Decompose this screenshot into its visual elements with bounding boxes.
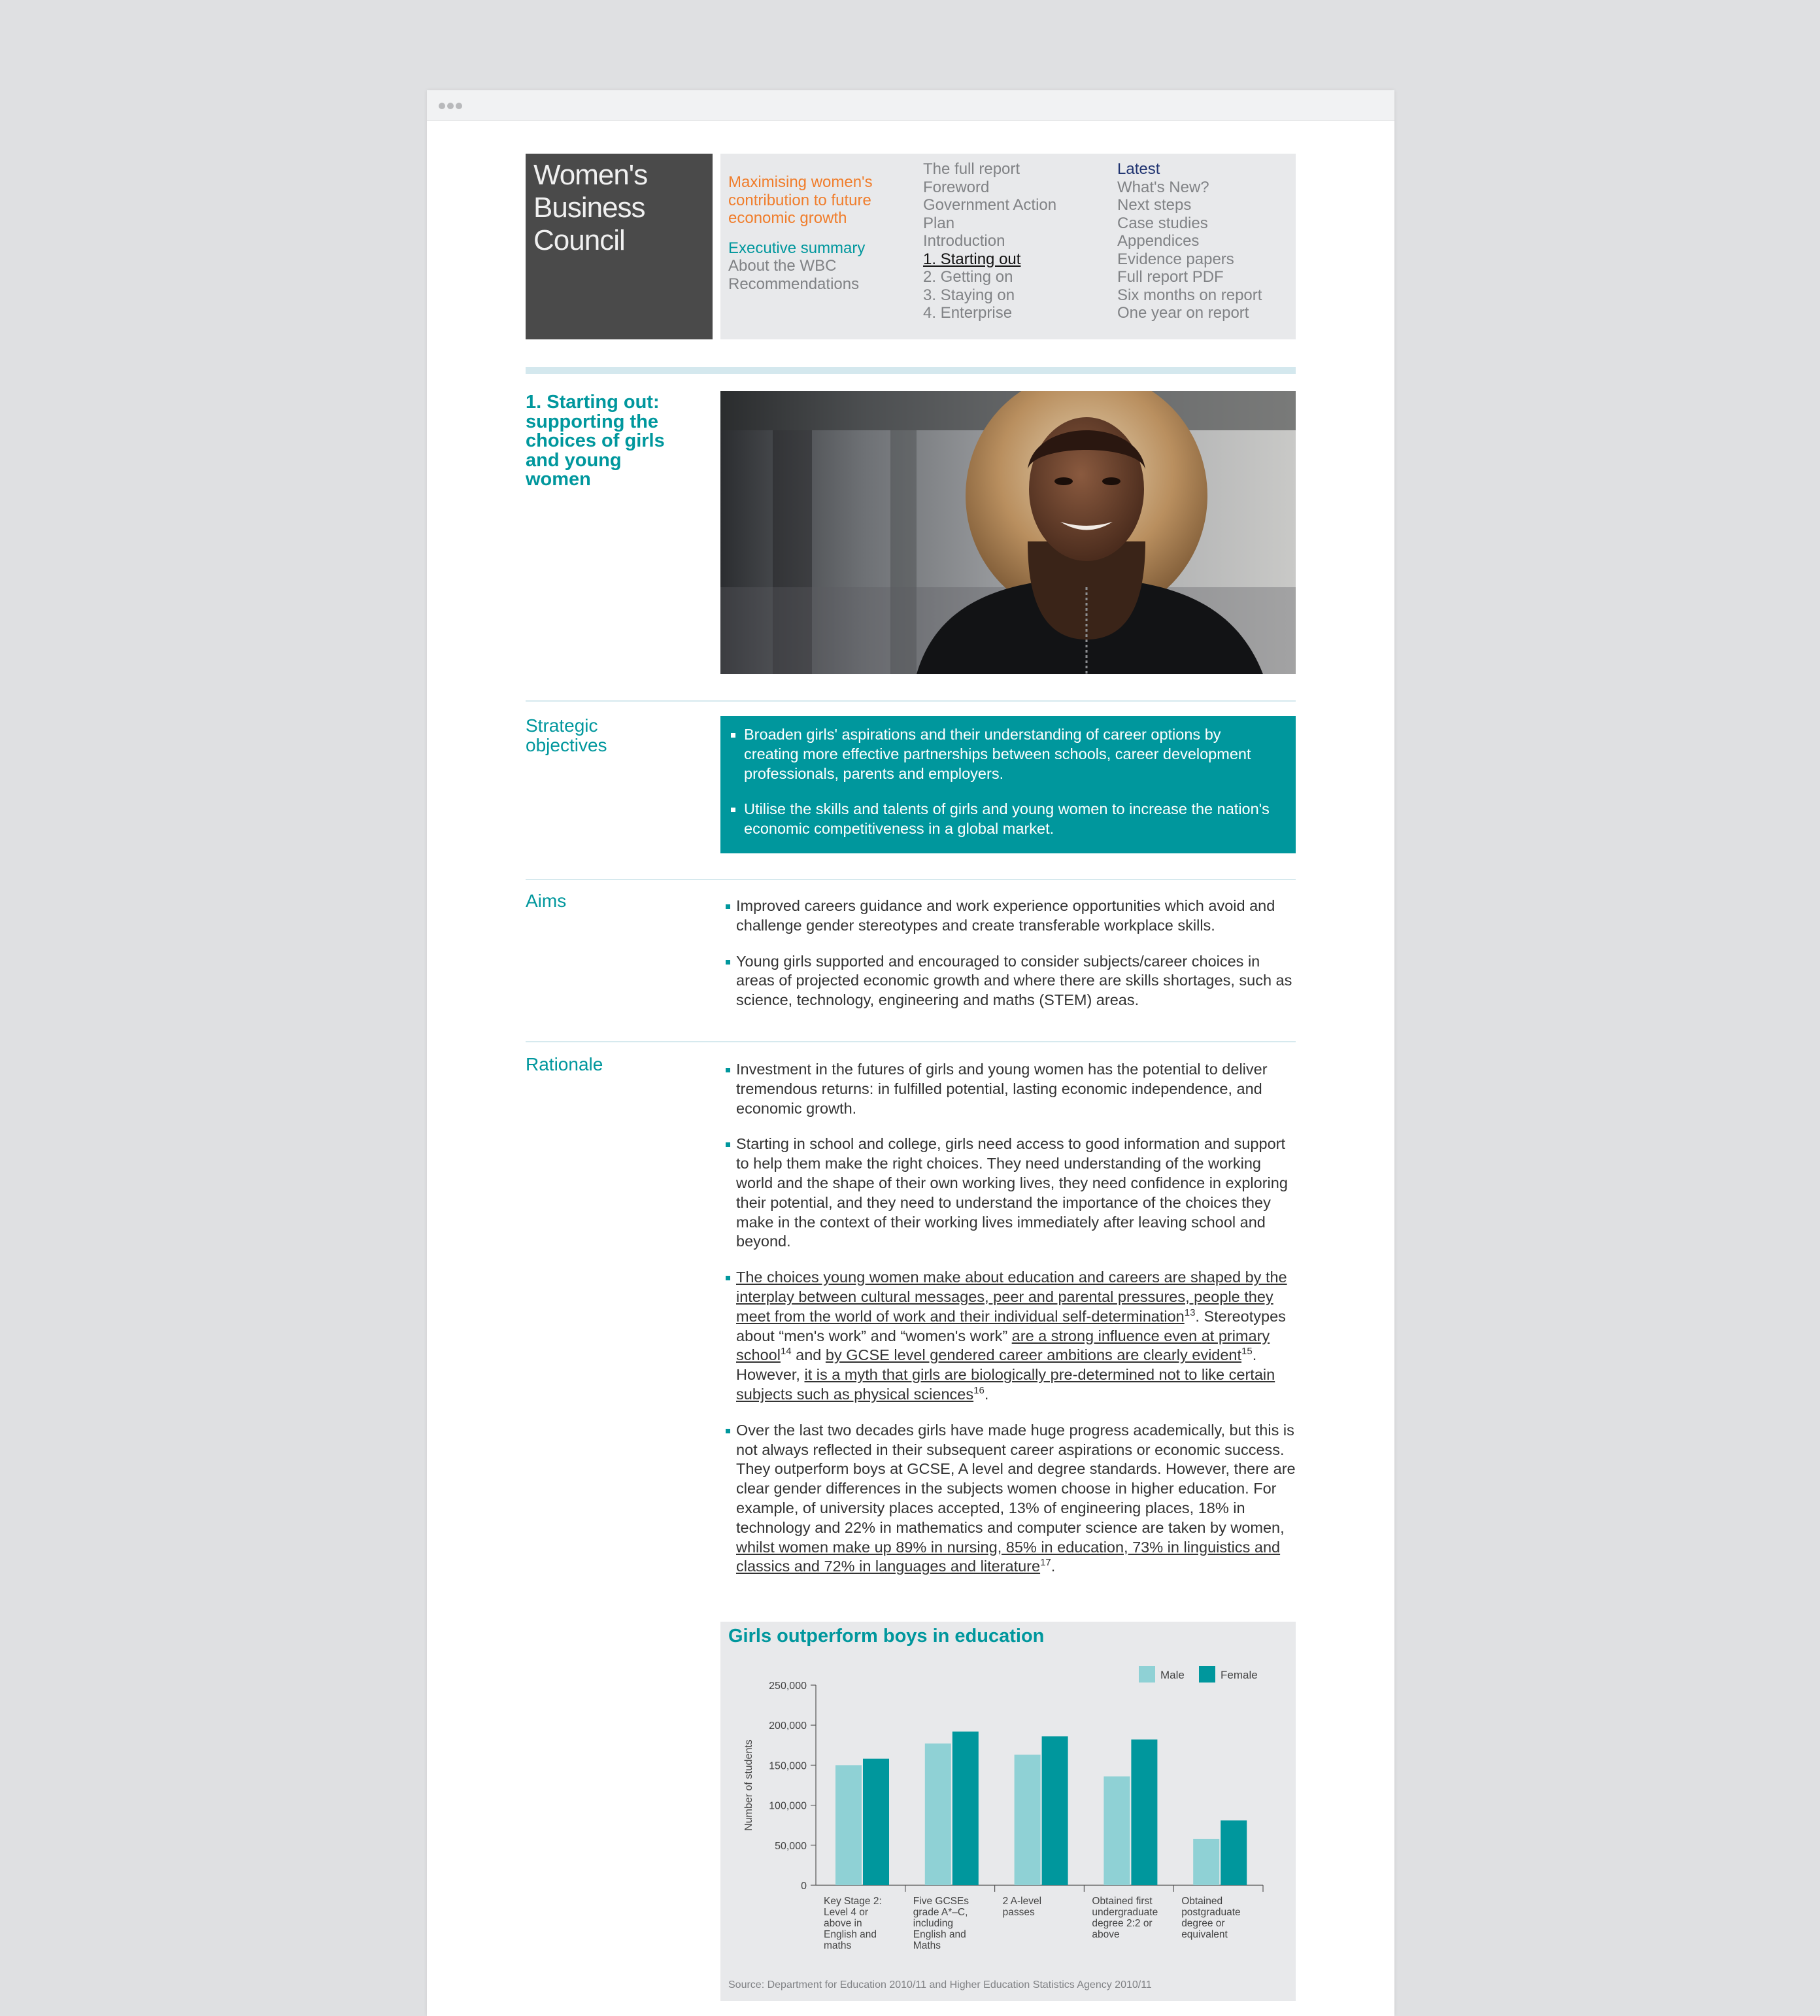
bar-male [835,1765,862,1885]
nav-link-getting-on[interactable]: 2. Getting on [923,268,1013,286]
bar-male [1193,1839,1219,1885]
nav-link-whats-new[interactable]: What's New? [1117,178,1209,196]
nav-link-recommendations[interactable]: Recommendations [728,275,860,293]
section-divider [526,700,1296,702]
nav-link-starting-out[interactable]: 1. Starting out [923,250,1021,268]
footnote-ref[interactable]: 13 [1184,1307,1196,1318]
nav-column-latest [1117,160,1262,322]
x-tick-label: maths [824,1940,852,1951]
nav-link-introduction[interactable]: Introduction [923,232,1005,250]
hero-photo [720,391,1296,674]
page-title-line: supporting the [526,411,658,432]
y-tick-label: 100,000 [769,1800,807,1812]
logo-line: Business [533,192,645,224]
rationale-list [736,1060,1297,1593]
x-tick-label: Obtained [1181,1896,1223,1907]
x-tick-label: Obtained first [1092,1896,1153,1907]
tagline-line[interactable]: Maximising women's [728,173,873,191]
body-text: . Stereotypes about “men's work” and “women's work” [736,1307,1286,1344]
header-divider [526,367,1296,374]
y-tick-label: 200,000 [769,1720,807,1732]
nav-link-case-studies[interactable]: Case studies [1117,214,1208,232]
objective-item: Broaden girls' aspirations and their understanding of career options by creating more effective partnerships between schools, career development professionals, parents and employers. [744,725,1276,783]
footnote-ref[interactable]: 14 [780,1346,792,1358]
logo-line: Women's [533,159,648,191]
nav-link-government-action[interactable]: Government Action [923,196,1057,214]
nav-link-plan[interactable]: Plan [923,214,955,232]
nav-link-next-steps[interactable]: Next steps [1117,196,1192,214]
bar-male [925,1743,951,1885]
footnote-ref[interactable]: 17 [1040,1557,1051,1569]
rationale-item: Starting in school and college, girls need access to good information and support to help them make the right choices. They need understanding of the working world and the shape of their own working lives, they need confidence in exploring their potential, and they need to understand the importance of the choices they make in the context of their working lives immediately after leaving school and beyond. [736,1135,1297,1252]
aim-item: Young girls supported and encouraged to consider subjects/career choices in areas of projected economic growth and where there are skills shortages, such as science, technology, engineering and maths (STEM) areas. [736,952,1297,1010]
portrait-illustration [720,391,1296,674]
x-tick-label: English and [913,1929,966,1940]
body-text: . [1051,1558,1056,1575]
nav-link-executive-summary[interactable]: Executive summary [728,239,866,257]
page-title-line: choices of girls [526,430,665,451]
rationale-item [736,1268,1297,1405]
x-tick-label: above in [824,1918,862,1929]
aim-item: Improved careers guidance and work experience opportunities which avoid and challenge gender stereotypes and create transferable workplace skills. [736,897,1297,936]
heading-line: objectives [526,735,607,755]
chart-source: Source: Department for Education 2010/11 and Higher Education Statistics Agency 2010/11 [728,1979,1152,1990]
nav-link-about[interactable]: About the WBC [728,257,837,275]
legend-label: Male [1160,1669,1185,1681]
body-text: Over the last two decades girls have made huge progress academically, but this is not always reflected in their subsequent career aspirations or economic success. They outperform boys at GCSE, A level and degree standards. However, there are clear gender differences in the subjects women choose in higher education. For example, of university places accepted, 13% of engineering places, 18% in technology and 22% in mathematics and computer science are taken by women, [736,1421,1296,1536]
body-text: . However, [736,1346,1257,1384]
aims-heading: Aims [526,891,567,911]
y-tick-label: 250,000 [769,1681,807,1692]
tagline-line[interactable]: contribution to future [728,191,871,209]
rationale-heading: Rationale [526,1054,603,1074]
wbc-logo[interactable] [526,154,713,339]
x-tick-label: Level 4 or [824,1907,869,1918]
x-tick-label: Key Stage 2: [824,1896,882,1907]
nav-link-evidence-papers[interactable]: Evidence papers [1117,250,1234,268]
bar-female [863,1759,889,1885]
nav-link-six-months-report[interactable]: Six months on report [1117,286,1262,304]
nav-link-foreword[interactable]: Foreword [923,178,990,196]
education-chart [720,1622,1296,2001]
x-tick-label: degree or [1181,1918,1225,1929]
bar-male [1104,1777,1130,1885]
x-tick-label: Five GCSEs [913,1896,969,1907]
nav-column-intro [728,173,873,293]
reference-link[interactable]: by GCSE level gendered career ambitions are clearly evident [825,1346,1242,1364]
y-tick-label: 150,000 [769,1760,807,1772]
logo-text [533,159,647,257]
rationale-item [736,1421,1297,1577]
footnote-ref[interactable]: 16 [973,1385,985,1397]
x-tick-label: including [913,1918,953,1929]
objectives-list [720,716,1296,839]
section-divider [526,1041,1296,1042]
window-dot-icon[interactable] [447,103,454,109]
browser-window [427,90,1394,2016]
bar-female [952,1732,979,1885]
x-tick-label: passes [1002,1907,1035,1918]
x-tick-label: undergraduate [1092,1907,1158,1918]
legend-swatch [1139,1666,1155,1683]
page-title [526,393,696,490]
y-tick-label: 50,000 [775,1840,807,1852]
page-title-line: women [526,469,591,490]
x-tick-label: postgraduate [1181,1907,1241,1918]
section-divider [526,879,1296,880]
y-tick-label: 0 [801,1881,807,1892]
nav-link-staying-on[interactable]: 3. Staying on [923,286,1015,304]
legend-swatch [1199,1666,1215,1683]
rationale-item: Investment in the futures of girls and young women has the potential to deliver tremendous returns: in fulfilled potential, lasting economic independence, and economic growth. [736,1060,1297,1118]
x-tick-label: degree 2:2 or [1092,1918,1153,1929]
browser-titlebar [427,90,1394,121]
strategic-objectives-box [720,716,1296,853]
x-tick-label: equivalent [1181,1929,1228,1940]
page-title-line: and young [526,449,622,471]
chart-canvas [720,1622,1296,1975]
page-title-line: 1. Starting out: [526,392,660,413]
x-tick-label: Maths [913,1940,941,1951]
reference-link[interactable]: it is a myth that girls are biologically pre-determined not to like certain subjects such as physical sciences [736,1366,1275,1403]
x-tick-label: English and [824,1929,877,1940]
window-dot-icon[interactable] [439,103,445,109]
x-tick-label: grade A*–C, [913,1907,968,1918]
x-tick-label: above [1092,1929,1120,1940]
tagline-line[interactable]: economic growth [728,209,847,227]
reference-link[interactable]: The choices young women make about education and careers are shaped by the interplay between cultural messages, peer and parental pressures, people they meet from the world of work and their individual self-determination [736,1269,1287,1325]
nav-link-appendices[interactable]: Appendices [1117,232,1200,250]
nav-link-full-report-pdf[interactable]: Full report PDF [1117,268,1224,286]
bar-female [1221,1820,1247,1885]
reference-link[interactable]: whilst women make up 89% in nursing, 85% in education, 73% in linguistics and classics and 72% in languages and literature [736,1538,1281,1575]
aims-list [736,897,1297,1027]
footnote-ref[interactable]: 15 [1241,1346,1253,1358]
body-text: and [791,1346,826,1364]
objective-item: Utilise the skills and talents of girls and young women to increase the nation's economic competitiveness in a global market. [744,800,1276,839]
nav-column-report [923,160,1056,322]
bar-female [1131,1739,1157,1885]
nav-link-latest[interactable]: Latest [1117,160,1160,178]
bar-male [1015,1754,1041,1885]
x-tick-label: 2 A-level [1002,1896,1042,1907]
y-axis-label: Number of students [743,1739,754,1831]
body-text: . [984,1385,989,1403]
nav-link-one-year-report[interactable]: One year on report [1117,304,1249,322]
bar-female [1042,1736,1068,1885]
chart-title: Girls outperform boys in education [728,1626,1045,1647]
nav-link-enterprise[interactable]: 4. Enterprise [923,304,1013,322]
legend-label: Female [1221,1669,1258,1681]
logo-line: Council [533,224,625,256]
reference-link[interactable]: are a strong influence even at primary school [736,1327,1270,1364]
strategic-objectives-heading [526,716,696,755]
window-dot-icon[interactable] [456,103,462,109]
nav-link-full-report[interactable]: The full report [923,160,1020,178]
main-navigation [720,154,1296,339]
heading-line: Strategic [526,715,598,736]
